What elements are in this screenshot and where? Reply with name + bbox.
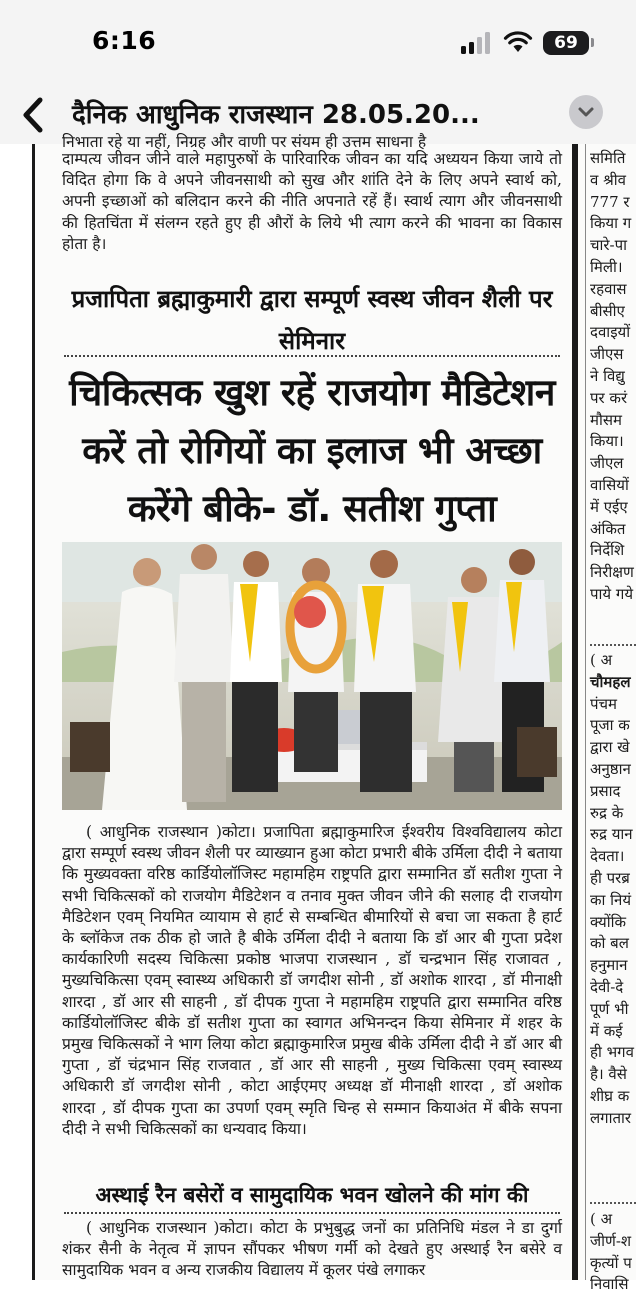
article2-subheadline: प्रजापिता ब्रह्माकुमारी द्वारा सम्पूर्ण स्वस्थ जीवन शैली पर सेमिनार (71, 285, 553, 355)
right-column-line: बीसीए (590, 301, 625, 320)
right-column-line: अंकित (590, 519, 626, 538)
wifi-icon (503, 30, 533, 54)
article3-body: ( आधुनिक राजस्थान )कोटा। कोटा के प्रभुबुद्ध जनों का प्रतिनिधि मंडल ने डा दुर्गा शंकर सैनी के नेतृत्व में ज्ञापन सौंपकर भीषण गर्मी को देखते हुए अस्थाई रैन बसेरे व सामुदायिक भवन व अन्य राजकीय विद्यालय में कूलर पंखे लगाकर (62, 1219, 562, 1280)
right-column-line: 777 र (590, 192, 630, 211)
right-column-line: दवाइयों (590, 323, 631, 342)
right-column-line: किया ग (590, 214, 632, 233)
status-time: 6:16 (92, 26, 157, 55)
right-column-line: में एईए (590, 497, 628, 516)
right-column-lead: ( अ (590, 1210, 613, 1228)
right-column-line: व श्रीव (590, 170, 626, 189)
right-column-line: शीघ्र क (590, 1086, 630, 1105)
article1-paragraph: दाम्पत्य जीवन जीने वाले महापुरुषों के पारिवारिक जीवन का यदि अध्ययन किया जाये तो विदित होगा कि वे अपने जीवनसाथी को सुख और शांति देने के लिए अपने स्वार्थ को, अपनी इच्छाओं को बलिदान करने की नीति अपनाते रहें हैं। स्वार्थ त्याग और जीवनसाथी की हितचिंता में संलग्न रहते हुए ही औरों के लिये भी त्याग करने की भावना का विकास होता है। (62, 150, 562, 253)
seminar-photo-illustration (62, 542, 562, 810)
right-column-block-1 (590, 148, 636, 606)
cellular-signal-icon (461, 32, 493, 54)
document-title: दैनिक आधुनिक राजस्थान 28.05.20... (72, 100, 480, 130)
dotted-separator-2 (64, 1212, 560, 1214)
right-column-line: रहवास (590, 279, 627, 298)
right-column-line: मौसम (590, 410, 622, 429)
right-column-block-2 (590, 650, 636, 1130)
right-column-block-3 (590, 1209, 636, 1296)
right-column-line: ने विद्यु (590, 366, 625, 385)
article2-body-container (62, 822, 562, 1140)
right-column-line: वासियों (590, 475, 629, 494)
column-divider (572, 144, 578, 1280)
right-column-line: क्योंकि (590, 912, 627, 931)
back-button[interactable] (14, 92, 54, 138)
right-column-title: चौमहल (590, 672, 631, 691)
article3-headline: अस्थाई रैन बसेरों व सामुदायिक भवन खोलने की मांग की (95, 1183, 529, 1207)
right-column-line: निरीक्षण (590, 563, 634, 582)
chevron-down-icon (578, 106, 594, 118)
article2-body: ( आधुनिक राजस्थान )कोटा। प्रजापिता ब्रह्माकुमारिज ईश्वरीय विश्वविद्यालय कोटा द्वारा सम्पूर्ण स्वस्थ जीवन शैली पर व्याख्यान हुआ कोटा प्रभारी बीके उर्मिला दीदी ने बताया कि मुख्यवक्ता वरिष्ठ कार्डियोलॉजिस्ट महामहिम राष्ट्रपति द्वारा सम्मानित डॉ सतीश गुप्ता ने सभी चिकित्सकों को राजयोग मैडिटेशन व तनाव मुक्त जीवन जीने की सलाह दी राजयोग मैडिटेशन एवम् नियमित व्यायाम से हार्ट से सम्बन्धित बीमारियों से बचा जा सकता है हार्ट के ब्लॉकेज तक ठीक हो जाते है बीके उर्मिला दीदी ने बताया कि डॉ आर बी गुप्ता प्रदेश कार्यकारिणी सदस्य चिकित्सा प्रकोष्ठ भाजपा राजस्थान , डॉ चन्द्रभान सिंह राजावत , मुख्यचिकित्सा एवम् स्वास्थ्य अधिकारी डॉ जगदीश सोनी , डॉ अशोक शारदा , डॉ मीनाक्षी शारदा , डॉ आर सी साहनी , डॉ दीपक गुप्ता ने महामहिम राष्ट्रपति द्वारा सम्मानित वरिष्ठ कार्डियोलॉजिस्ट बीके डॉ सतीश गुप्ता का स्वागत अभिनन्दन किया सेमिनार में शहर के प्रमुख चिकित्सकों ने भाग लिया कोटा ब्रह्माकुमारिज प्रमुख बीके उर्मिला दीदी ने डॉ आर बी गुप्ता , डॉ चंद्रभान सिंह राजवात , डॉ आर सी साहनी , मुख्य चिकित्सा एवम् स्वास्थ्य अधिकारी डॉ जगदीश सोनी , कोटा आईएमए अध्यक्ष डॉ मीनाक्षी शारदा , डॉ अशोक शारदा , डॉ दीपक गुप्ता का उपर्णा एवम् स्मृति चिन्ह से सम्मान कियाअंत में बीके सपना दीदी ने सभी चिकित्सकों का धन्यवाद किया। (62, 823, 562, 1138)
column-rule (585, 144, 586, 1280)
right-column-line: को बल (590, 934, 629, 953)
article2-headline: चिकित्सक खुश रहें राजयोग मैडिटेशन करें तो रोगियों का इलाज भी अच्छा करेंगे बीके- डॉ. सतीश गुप्ता (69, 371, 555, 530)
page-border (32, 144, 35, 1280)
page-margin (0, 144, 32, 1280)
right-column-line: हनुमान (590, 956, 628, 975)
right-column-line: कृत्यों प (590, 1253, 632, 1272)
right-column-line: पूजा क (590, 716, 630, 735)
battery-cap (591, 38, 594, 47)
right-column-line: रुद्र यान (590, 825, 633, 844)
title-menu-button[interactable] (569, 95, 603, 129)
right-column-line: ही परब्र (590, 868, 630, 887)
right-column-line: लगातार (590, 1108, 632, 1127)
right-column-line: चारे-पा (590, 236, 628, 255)
article3-body-container (62, 1218, 562, 1282)
right-column-line: रुद्र के (590, 803, 624, 822)
right-column-line: अनुष्ठान (590, 759, 631, 778)
right-column-line: निवासि (590, 1275, 629, 1294)
right-column-line: द्वारा खे (590, 738, 630, 757)
seminar-photo (62, 542, 562, 810)
right-column-line: देवी-दे (590, 977, 624, 996)
right-column-lead: ( अ (590, 651, 613, 669)
right-column-line: है। वैसे (590, 1065, 627, 1084)
newspaper-page[interactable] (0, 133, 636, 1294)
right-column-line: जीर्ण-श (590, 1231, 632, 1250)
right-column-line: जीएल (590, 454, 624, 473)
right-column-line: पर करं (590, 388, 628, 407)
right-column-line: का नियं (590, 890, 632, 909)
status-bar (0, 0, 636, 86)
cut-line-text: निभाता रहे या नहीं, निग्रह और वाणी पर संयम ही उत्तम साधना है (62, 133, 427, 151)
right-column-separator-2 (590, 1202, 636, 1204)
right-column-separator (590, 644, 636, 646)
right-column-line: में कई (590, 1021, 623, 1040)
dotted-separator (64, 355, 560, 357)
right-column-line: जीएस (590, 345, 624, 364)
right-column-line: निर्देशि (590, 541, 625, 560)
right-column-line: किया। (590, 432, 624, 451)
right-column-line: पूर्ण भी (590, 999, 629, 1018)
right-column-line: पंचम (590, 694, 618, 713)
chevron-left-icon (14, 92, 54, 138)
right-column-line: प्रसाद (590, 781, 621, 800)
right-column-line: पाये गये (590, 584, 634, 603)
cut-text-line (62, 132, 562, 151)
right-column-line: देवता। (590, 847, 625, 866)
right-column-line: मिली। (590, 257, 623, 276)
right-column-line: समिति (590, 149, 626, 167)
battery-indicator: 69 (543, 31, 589, 55)
right-column-line: ही भगव (590, 1043, 634, 1062)
